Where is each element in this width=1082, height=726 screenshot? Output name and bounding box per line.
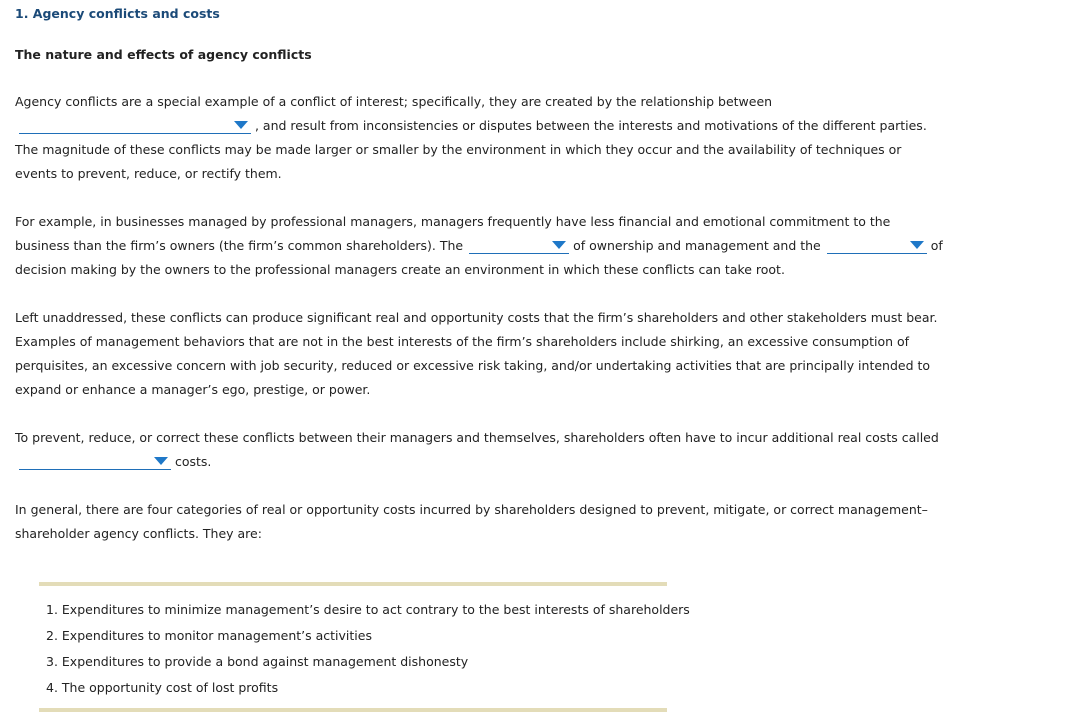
paragraph-costs: Left unaddressed, these conflicts can produce significant real and opportunity costs that the firm’s shareholders and other stakeholders must bear. Examples of management behaviors that are not in the best interests of the firm’s shareholders include shirking, an excessive consumption of perquisites, an excessive concern with job security, reduced or excessive risk taking, and/or undertaking activities that are principally intended to expand or enhance a manager’s ego, prestige, or power. <box>15 310 938 397</box>
paragraph-text: of decision making by the owners to the professional managers create an environment in which these conflicts can take root. <box>15 238 943 277</box>
paragraph-text: To prevent, reduce, or correct these conflicts between their managers and themselves, shareholders often have to incur additional real costs called <box>15 430 939 445</box>
cost-categories-list <box>46 597 690 701</box>
paragraph-agency-definition <box>15 90 945 186</box>
list-item: 2. Expenditures to monitor management’s activities <box>46 628 372 643</box>
caret-down-icon <box>552 241 566 249</box>
paragraph-text: , and result from inconsistencies or disputes between the interests and motivations of the different parties. The magnitude of these conflicts may be made larger or smaller by the environment in which they occur and the availability of techniques or events to prevent, reduce, or rectify them. <box>15 118 927 181</box>
paragraph-example <box>15 210 945 282</box>
list-item: 1. Expenditures to minimize management’s desire to act contrary to the best interests of shareholders <box>46 602 690 617</box>
paragraph-text: costs. <box>174 454 212 469</box>
list-item: 4. The opportunity cost of lost profits <box>46 680 279 695</box>
relationship-dropdown[interactable] <box>19 116 251 134</box>
section-subtitle: The nature and effects of agency conflicts <box>15 47 312 62</box>
paragraph-text: Agency conflicts are a special example of a conflict of interest; specifically, they are created by the relationship between <box>15 94 773 109</box>
cost-categories-box <box>39 582 690 712</box>
list-item: 3. Expenditures to provide a bond against management dishonesty <box>46 654 469 669</box>
paragraph-text: For example, in businesses managed by professional managers, managers frequently have less financial and emotional commitment to the business than the firm’s owners (the firm’s common shareholders). The <box>15 214 891 253</box>
caret-down-icon <box>234 121 248 129</box>
caret-down-icon <box>154 457 168 465</box>
caret-down-icon <box>910 241 924 249</box>
paragraph-prevention <box>15 426 945 474</box>
paragraph-categories: In general, there are four categories of real or opportunity costs incurred by shareholders designed to prevent, mitigate, or correct management–shareholder agency conflicts. They are: <box>15 502 928 541</box>
ownership-dropdown[interactable] <box>469 236 569 254</box>
paragraph-text: of ownership and management and the <box>573 238 821 253</box>
cost-type-dropdown[interactable] <box>19 452 171 470</box>
decision-making-dropdown[interactable] <box>827 236 927 254</box>
question-title: 1. Agency conflicts and costs <box>15 6 220 21</box>
